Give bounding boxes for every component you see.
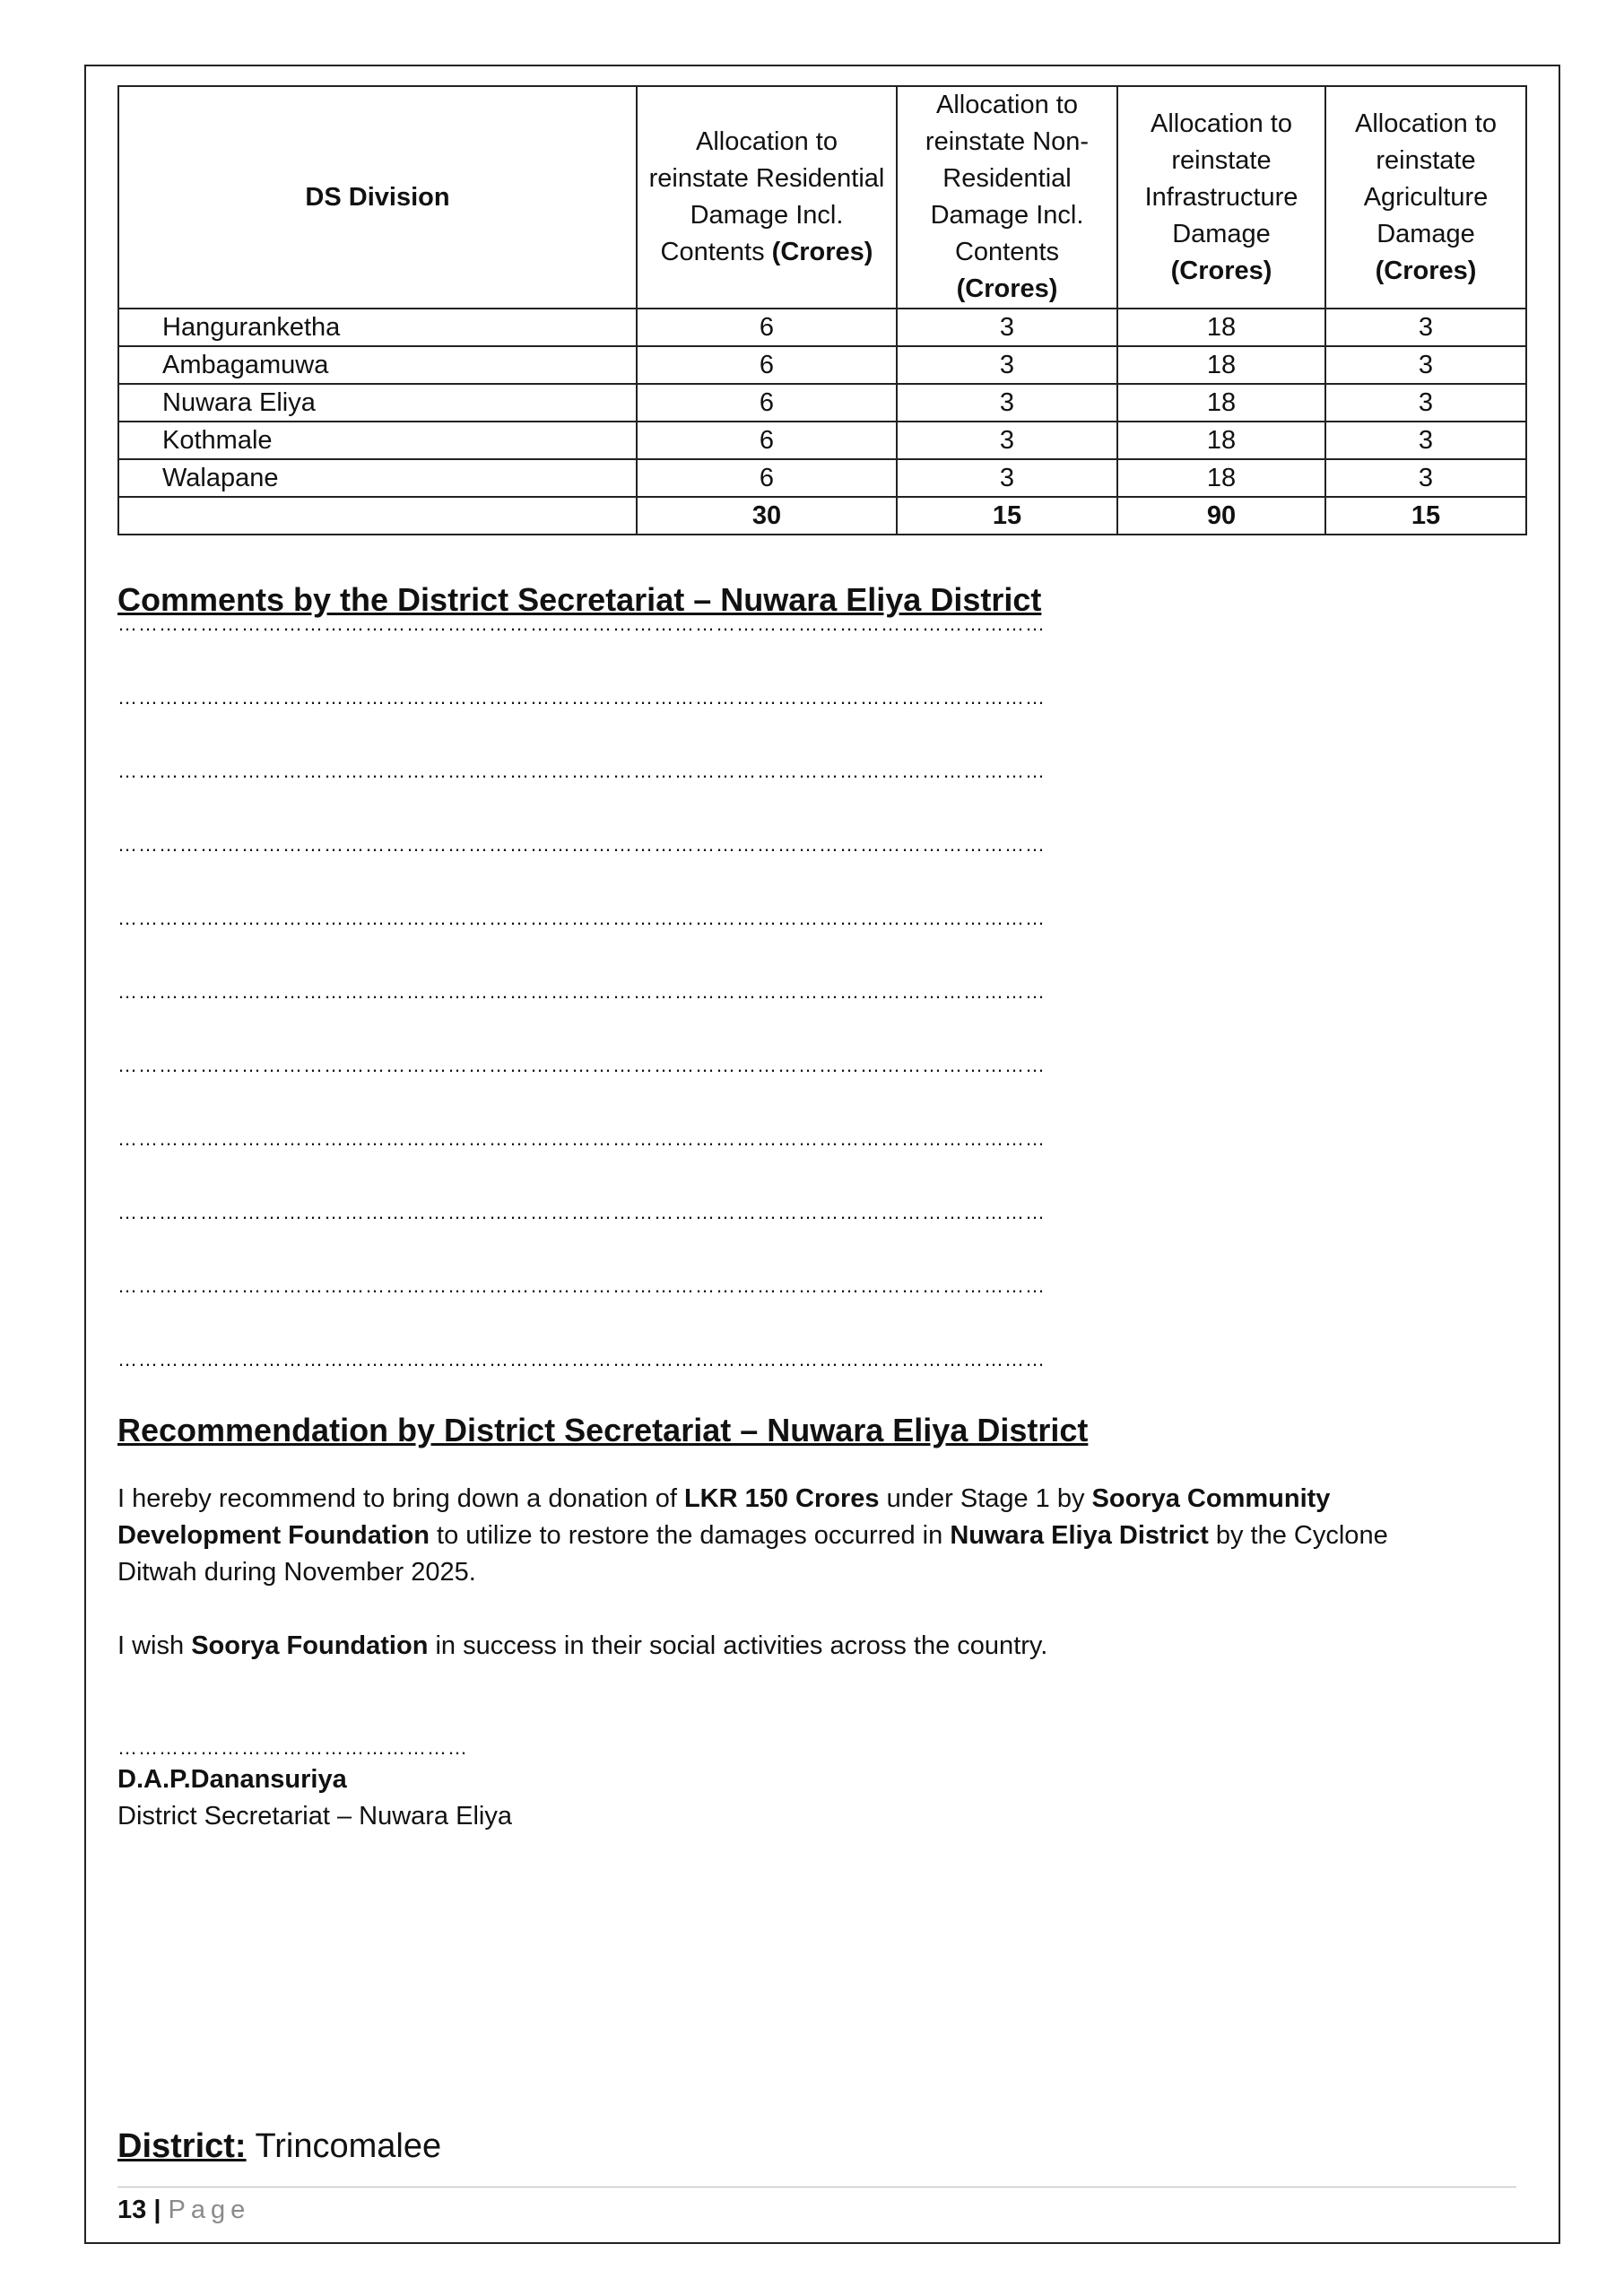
signature-line: …………………………………………… — [117, 1736, 468, 1759]
dotted-line: ……………………………………………………………………………………………………………………… — [117, 686, 1046, 709]
cell-infrastructure: 18 — [1117, 309, 1325, 346]
district-label: District: — [117, 2127, 247, 2165]
cell-infrastructure: 18 — [1117, 346, 1325, 384]
cell-residential: 6 — [637, 309, 897, 346]
footer-separator: | — [153, 2196, 161, 2224]
cell-total-non-residential: 15 — [897, 497, 1117, 535]
district-value: Trincomalee — [255, 2127, 442, 2165]
header-residential: Allocation to reinstate Residential Damage Incl. Contents (Crores) — [637, 86, 897, 309]
signatory-title: District Secretariat – Nuwara Eliya — [117, 1802, 512, 1831]
cell-ds-name: Kothmale — [118, 422, 637, 459]
cell-non-residential: 3 — [897, 346, 1117, 384]
signature-block — [117, 1735, 1534, 1835]
cell-ds-name: Hanguranketha — [118, 309, 637, 346]
comments-title: Comments by the District Secretariat – Nuwara Eliya District — [117, 581, 1042, 618]
cell-non-residential: 3 — [897, 459, 1117, 497]
cell-residential: 6 — [637, 459, 897, 497]
cell-total-label — [118, 497, 637, 535]
cell-total-agriculture: 15 — [1325, 497, 1526, 535]
page-footer — [117, 2196, 250, 2225]
cell-infrastructure: 18 — [1117, 459, 1325, 497]
table-total-row — [118, 497, 1526, 535]
dotted-line: ……………………………………………………………………………………………………………………… — [117, 1274, 1046, 1297]
table-row — [118, 346, 1526, 384]
page-label: Page — [168, 2196, 251, 2224]
header-agriculture: Allocation to reinstate Agriculture Damage (Crores) — [1325, 86, 1526, 309]
cell-agriculture: 3 — [1325, 309, 1526, 346]
page-number: 13 — [117, 2196, 147, 2224]
header-non-residential: Allocation to reinstate Non-Residential Damage Incl. Contents (Crores) — [897, 86, 1117, 309]
dotted-line: ……………………………………………………………………………………………………………………… — [117, 833, 1046, 856]
cell-ds-name: Walapane — [118, 459, 637, 497]
cell-ds-name: Ambagamuwa — [118, 346, 637, 384]
district-line — [117, 2127, 441, 2166]
signatory-name: D.A.P.Danansuriya — [117, 1765, 347, 1794]
cell-agriculture: 3 — [1325, 384, 1526, 422]
cell-residential: 6 — [637, 346, 897, 384]
cell-infrastructure: 18 — [1117, 384, 1325, 422]
cell-residential: 6 — [637, 384, 897, 422]
cell-agriculture: 3 — [1325, 459, 1526, 497]
cell-agriculture: 3 — [1325, 346, 1526, 384]
cell-infrastructure: 18 — [1117, 422, 1325, 459]
header-ds-division: DS Division — [118, 86, 637, 309]
dotted-line: ……………………………………………………………………………………………………………………… — [117, 613, 1046, 635]
wish-paragraph: I wish Soorya Foundation in success in their social activities across the country. — [117, 1631, 1048, 1660]
dotted-line: ……………………………………………………………………………………………………………………… — [117, 1127, 1046, 1150]
dotted-line: ……………………………………………………………………………………………………………………… — [117, 1201, 1046, 1223]
cell-agriculture: 3 — [1325, 422, 1526, 459]
cell-non-residential: 3 — [897, 309, 1117, 346]
dotted-line: ……………………………………………………………………………………………………………………… — [117, 1054, 1046, 1076]
cell-residential: 6 — [637, 422, 897, 459]
comments-lines — [117, 587, 1534, 1396]
dotted-line: ……………………………………………………………………………………………………………………… — [117, 980, 1046, 1003]
header-infrastructure: Allocation to reinstate Infrastructure Damage (Crores) — [1117, 86, 1325, 309]
table-row — [118, 384, 1526, 422]
cell-total-infrastructure: 90 — [1117, 497, 1325, 535]
cell-total-residential: 30 — [637, 497, 897, 535]
recommendation-title: Recommendation by District Secretariat – Nuwara Eliya District — [117, 1412, 1089, 1448]
table-row — [118, 422, 1526, 459]
recommendation-paragraph: I hereby recommend to bring down a donation of LKR 150 Crores under Stage 1 by Soorya Community Development Foundation to utilize to restore the damages occurred in Nuwara Eliya District by the Cyclone Ditwah during November 2025. — [117, 1484, 1388, 1587]
cell-non-residential: 3 — [897, 422, 1117, 459]
table-row — [118, 459, 1526, 497]
cell-ds-name: Nuwara Eliya — [118, 384, 637, 422]
dotted-line: ……………………………………………………………………………………………………………………… — [117, 760, 1046, 782]
dotted-line: ……………………………………………………………………………………………………………………… — [117, 907, 1046, 929]
cell-non-residential: 3 — [897, 384, 1117, 422]
table-row — [118, 309, 1526, 346]
table-header-row — [118, 86, 1526, 309]
dotted-line: ……………………………………………………………………………………………………………………… — [117, 1348, 1046, 1370]
allocation-table — [117, 85, 1527, 535]
page-content — [117, 85, 1534, 1835]
